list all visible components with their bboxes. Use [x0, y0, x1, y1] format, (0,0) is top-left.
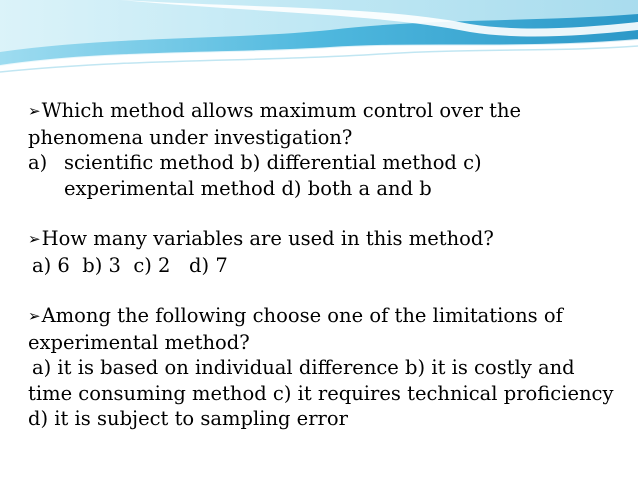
question-block-1	[28, 98, 618, 201]
question-2-text: How many variables are used in this method?	[41, 227, 494, 250]
question-1-text: Which method allows maximum control over the phenomena under investigation?	[28, 99, 522, 149]
arrow-bullet-icon: ➢	[28, 230, 41, 248]
question-1	[28, 98, 618, 150]
question-block-2	[28, 226, 618, 278]
arrow-bullet-icon: ➢	[28, 102, 41, 120]
question-1-options-label: a)	[28, 151, 48, 174]
question-2-options: a) 6 b) 3 c) 2 d) 7	[32, 253, 228, 277]
question-block-3	[28, 303, 618, 432]
question-3-options: a) it is based on individual difference b) it is costly and time consuming method c) it requires technical proficiency d) it is subject to sampling error	[28, 356, 614, 430]
question-3	[28, 303, 618, 355]
arrow-bullet-icon: ➢	[28, 307, 41, 325]
header-wave-decoration	[0, 0, 638, 80]
question-2	[28, 226, 618, 253]
question-3-text: Among the following choose one of the limitations of experimental method?	[28, 304, 563, 354]
question-1-options-text: scientific method b) differential method c) experimental method d) both a and b	[64, 151, 482, 200]
question-1-options	[28, 150, 618, 201]
slide-content	[28, 98, 618, 457]
